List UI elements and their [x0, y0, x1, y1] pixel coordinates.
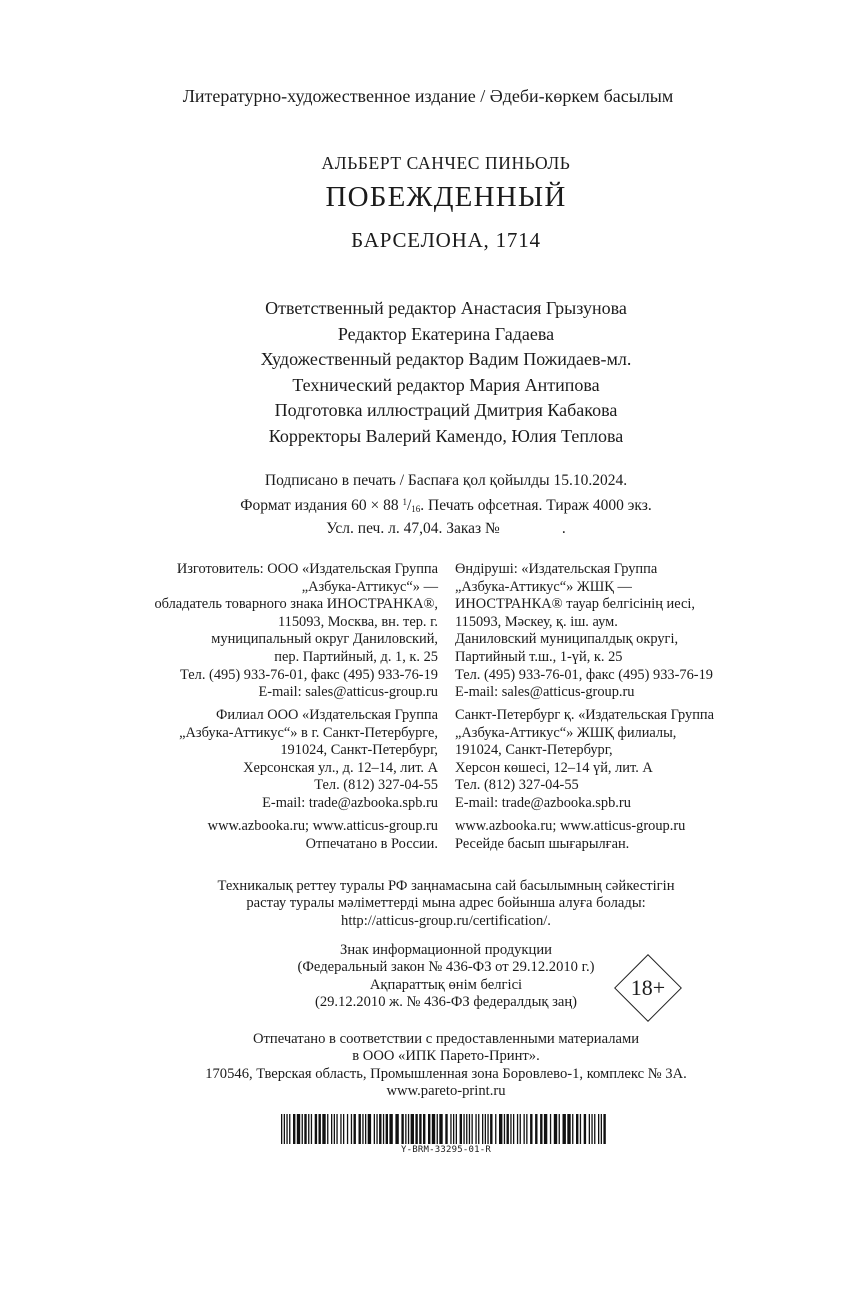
barcode-bar [591, 1114, 592, 1144]
branch-kz-line: „Азбука-Аттикус“» ЖШҚ филиалы, [455, 724, 677, 741]
branch-kz-line: Тел. (812) 327-04-55 [455, 777, 579, 794]
credit-line: Редактор Екатерина Гадаева [337, 323, 555, 344]
credit-line: Подготовка иллюстраций Дмитрия Кабакова [274, 400, 618, 421]
info-sign-line: (Федеральный закон № 436-ФЗ от 29.12.2010 г.) [297, 959, 595, 976]
manufacturer-ru-line: Изготовитель: ООО «Издательская Группа [176, 561, 438, 577]
format-suffix: . Печать офсетная. Тираж 4000 экз. [420, 496, 652, 514]
manufacturer-ru-line: муниципальный округ Даниловский, [211, 631, 438, 648]
barcode-bar [524, 1114, 525, 1144]
credit-line: Художественный редактор Вадим Пожидаев-мл. [260, 349, 632, 370]
manufacturer-kz [455, 561, 713, 702]
credit-line: Технический редактор Мария Антипова [292, 374, 600, 395]
web-ru-printed: Отпечатано в России. [305, 835, 438, 852]
barcode-bar [419, 1114, 421, 1144]
barcode-bar [504, 1114, 505, 1144]
barcode-bar [383, 1114, 384, 1144]
manufacturer-kz-line: „Азбука-Аттикус“» ЖШҚ — [455, 578, 632, 595]
manufacturer-kz-line: 115093, Мәскеу, қ. іш. аум. [455, 613, 618, 630]
edition-type: Литературно-художественное издание / Әдеби-көркем басылым [182, 86, 674, 106]
barcode-bar [478, 1114, 479, 1144]
web-ru-sites: www.azbooka.ru; www.atticus-group.ru [207, 818, 438, 834]
barcode-bar [460, 1114, 462, 1144]
manufacturer-kz-line: Даниловский муниципалдық округі, [455, 631, 679, 648]
branch-ru-line: Тел. (812) 327-04-55 [314, 777, 438, 794]
barcode-bar [334, 1114, 335, 1144]
barcode-bar [466, 1114, 467, 1144]
barcode-bar [308, 1114, 309, 1144]
web-kz-sites: www.azbooka.ru; www.atticus-group.ru [455, 818, 686, 834]
printer-info [18, 1031, 856, 1101]
credits-block [18, 296, 856, 450]
printer-line: 170546, Тверская область, Промышленная зона Боровлево-1, комплекс № 3А. [205, 1065, 687, 1082]
branch-kz-line: Херсон көшесі, 12–14 үй, лит. А [455, 759, 653, 776]
signed-line: Подписано в печать / Баспаға қол қойылды 15.10.2024. [264, 472, 628, 489]
sheets-line: Усл. печ. л. 47,04. Заказ № . [326, 520, 566, 537]
barcode-bar [475, 1114, 476, 1144]
manufacturer-kz-email: E-mail: sales@atticus-group.ru [455, 684, 635, 701]
barcode-bar [311, 1114, 312, 1144]
barcode-bar [437, 1114, 438, 1144]
barcode-bar [379, 1114, 381, 1144]
barcode-bar [472, 1114, 473, 1144]
info-sign-line: (29.12.2010 ж. № 436-ФЗ федералдық заң) [314, 994, 578, 1011]
manufacturer-kz-line: Партийный т.ш., 1-үй, к. 25 [455, 648, 623, 665]
barcode-bar [331, 1114, 332, 1144]
barcode-bar [520, 1114, 521, 1144]
branch-ru-line: Херсонская ул., д. 12–14, лит. А [243, 759, 438, 776]
barcode-bar [302, 1114, 303, 1144]
manufacturer-kz-line: Тел. (495) 933-76-01, факс (495) 933-76-19 [455, 666, 713, 683]
tech-regulation-line: растау туралы мәліметтерді мына адрес бойынша алуға болады: [246, 895, 646, 912]
barcode-bar [351, 1114, 352, 1144]
barcode-bar [340, 1114, 341, 1144]
barcode-bar [315, 1114, 317, 1144]
format-numerator: 1 [402, 496, 407, 507]
barcode-bar [567, 1114, 570, 1144]
printer-url: www.pareto-print.ru [386, 1083, 506, 1100]
barcode-bar [544, 1114, 547, 1144]
credit-line: Ответственный редактор Анастасия Грызунова [265, 298, 627, 318]
barcode-bar [453, 1114, 454, 1144]
branch-kz-email: E-mail: trade@azbooka.spb.ru [455, 794, 631, 811]
barcode-bar [354, 1114, 356, 1144]
barcode [281, 1114, 611, 1146]
barcode-bar [432, 1114, 435, 1144]
barcode-bar [450, 1114, 451, 1144]
barcode-bar [374, 1114, 375, 1144]
book-title: ПОБЕЖДЕННЫЙ [325, 181, 567, 213]
barcode-bar [572, 1114, 573, 1144]
manufacturer-ru [154, 561, 438, 702]
barcode-bar [322, 1114, 325, 1144]
barcode-bar [347, 1114, 348, 1144]
barcode-bar [510, 1114, 511, 1144]
barcode-bar [284, 1114, 285, 1144]
barcode-bar [411, 1114, 414, 1144]
printer-line: Отпечатано в соответствии с предоставленными материалами [252, 1031, 639, 1047]
barcode-bar [589, 1114, 590, 1144]
branch-ru-email: E-mail: trade@azbooka.spb.ru [262, 794, 438, 811]
info-sign-line: Ақпараттық өнім белгісі [369, 976, 523, 993]
web-kz-printed: Ресейде басып шығарылған. [455, 835, 630, 852]
format-denominator: 16 [411, 503, 421, 514]
author-name: АЛЬБЕРТ САНЧЕС ПИНЬОЛЬ [321, 153, 571, 173]
barcode-bar [336, 1114, 337, 1144]
web-kz [455, 818, 685, 853]
barcode-bar [469, 1114, 470, 1144]
barcode-bar [439, 1114, 442, 1144]
barcode-bar [576, 1114, 578, 1144]
barcode-bar [601, 1114, 602, 1144]
barcode-bar [297, 1114, 300, 1144]
web-ru [208, 818, 438, 853]
barcode-bar [563, 1114, 566, 1144]
branch-kz [455, 707, 714, 813]
barcode-bar [389, 1114, 392, 1144]
barcode-bar [598, 1114, 599, 1144]
tech-regulation-url: http://atticus-group.ru/certification/. [341, 912, 551, 929]
printer-line: в ООО «ИПК Парето-Принт». [352, 1048, 540, 1065]
barcode-bar [463, 1114, 464, 1144]
tech-regulation [18, 878, 856, 930]
barcode-bar [482, 1114, 483, 1144]
manufacturer-ru-line: 115093, Москва, вн. тер. г. [277, 613, 438, 630]
barcode-bar [456, 1114, 457, 1144]
barcode-bar [487, 1114, 488, 1144]
barcode-bar [495, 1114, 496, 1144]
barcode-bar [540, 1114, 542, 1144]
barcode-bar [550, 1114, 551, 1144]
manufacturer-ru-line: пер. Партийный, д. 1, к. 25 [274, 648, 438, 665]
print-info [18, 471, 856, 540]
barcode-bar [517, 1114, 518, 1144]
barcode-bar [530, 1114, 532, 1144]
manufacturer-kz-line: Өндіруші: «Издательская Группа [455, 561, 658, 577]
barcode-bar [445, 1114, 447, 1144]
barcode-bar [365, 1114, 366, 1144]
branch-kz-line: Санкт-Петербург қ. «Издательская Группа [455, 707, 715, 723]
barcode-code: Y-BRM-33295-01-R [401, 1145, 491, 1155]
barcode-bar [603, 1114, 605, 1144]
barcode-bar [499, 1114, 502, 1144]
barcode-bar [289, 1114, 290, 1144]
barcode-bar [286, 1114, 287, 1144]
barcode-bar [319, 1114, 321, 1144]
barcode-bar [535, 1114, 537, 1144]
barcode-bar [428, 1114, 430, 1144]
branch-ru [179, 707, 438, 813]
barcode-bar [594, 1114, 595, 1144]
barcode-bar [584, 1114, 586, 1144]
barcode-bar [513, 1114, 514, 1144]
barcode-bar [554, 1114, 557, 1144]
barcode-bar [327, 1114, 328, 1144]
barcode-bar [281, 1114, 282, 1144]
format-slash: / [406, 496, 412, 514]
barcode-bar [408, 1114, 409, 1144]
barcode-bar [507, 1114, 509, 1144]
barcode-bar [423, 1114, 425, 1144]
barcode-bar [401, 1114, 403, 1144]
info-sign-line: Знак информационной продукции [340, 942, 552, 958]
barcode-bar [490, 1114, 492, 1144]
manufacturer-kz-line: ИНОСТРАНКА® тауар белгісінің иесі, [455, 596, 695, 613]
barcode-bar [405, 1114, 406, 1144]
barcode-bar [304, 1114, 306, 1144]
barcode-bar [415, 1114, 417, 1144]
age-rating-label: 18+ [630, 975, 666, 1000]
barcode-bar [559, 1114, 560, 1144]
branch-kz-line: 191024, Санкт-Петербург, [455, 742, 613, 759]
barcode-bar [293, 1114, 295, 1144]
branch-ru-line: Филиал ООО «Издательская Группа [216, 707, 438, 723]
format-prefix: Формат издания 60 × 88 [240, 496, 403, 514]
info-sign [0, 942, 856, 1012]
branch-ru-line: „Азбука-Аттикус“» в г. Санкт-Петербурге, [179, 724, 438, 741]
manufacturer-ru-line: обладатель товарного знака ИНОСТРАНКА®, [154, 596, 438, 613]
barcode-bar [580, 1114, 581, 1144]
barcode-bar [386, 1114, 388, 1144]
barcode-bar [343, 1114, 344, 1144]
barcode-bar [359, 1114, 361, 1144]
barcode-bar [395, 1114, 398, 1144]
manufacturer-ru-email: E-mail: sales@atticus-group.ru [258, 684, 438, 701]
format-line [18, 492, 856, 520]
barcode-bar [362, 1114, 363, 1144]
age-rating-badge [611, 951, 685, 1025]
barcode-bar [485, 1114, 486, 1144]
branch-ru-line: 191024, Санкт-Петербург, [280, 742, 438, 759]
manufacturer-ru-line: „Азбука-Аттикус“» — [301, 578, 438, 595]
barcode-bar [368, 1114, 371, 1144]
tech-regulation-line: Техникалық реттеу туралы РФ заңнамасына сай басылымның сәйкестігін [217, 878, 675, 894]
manufacturer-ru-line: Тел. (495) 933-76-01, факс (495) 933-76-19 [180, 666, 438, 683]
book-subtitle: БАРСЕЛОНА, 1714 [351, 228, 541, 252]
barcode-bar [526, 1114, 527, 1144]
barcode-bar [376, 1114, 377, 1144]
credit-line: Корректоры Валерий Камендо, Юлия Теплова [268, 425, 624, 446]
